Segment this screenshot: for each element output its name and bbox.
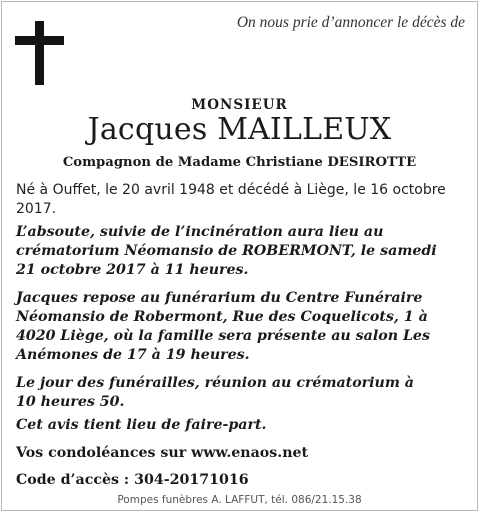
- cross-horizontal-bar: [15, 36, 64, 45]
- companion-line: Compagnon de Madame Christiane DESIROTTE: [62, 155, 417, 170]
- deceased-name: Jacques MAILLEUX: [87, 112, 392, 147]
- intro-text: On nous prie d’annoncer le décès de: [236, 14, 465, 31]
- ceremony-line: L’absoute, suivie de l’incinération aura lieu au: [16, 224, 384, 240]
- access-code-line: Code d’accès : 304-20171016: [16, 472, 249, 488]
- funeral-home-footer: Pompes funèbres A. LAFFUT, tél. 086/21.15.38: [117, 494, 362, 506]
- birth-death-paragraph: Né à Ouffet, le 20 avril 1948 et décédé à Liège, le 16 octobre 2017.: [16, 182, 446, 217]
- ceremony-line: 21 octobre 2017 à 11 heures.: [16, 262, 249, 278]
- repose-line: Néomansio de Robermont, Rue des Coquelicots, 1 à: [16, 309, 428, 325]
- latin-cross-icon: [15, 21, 64, 85]
- condolences-link-line: Vos condoléances sur www.enaos.net: [16, 445, 309, 461]
- ceremony-line: crématorium Néomansio de ROBERMONT, le samedi: [16, 243, 437, 259]
- repose-line: Anémones de 17 à 19 heures.: [16, 347, 250, 363]
- death-notice: [1, 1, 478, 511]
- honorific-title: MONSIEUR: [191, 97, 288, 113]
- cross-vertical-bar: [35, 21, 44, 85]
- funeral-line: Le jour des funérailles, réunion au crématorium à: [16, 375, 414, 391]
- repose-line: 4020 Liège, où la famille sera présente au salon Les: [16, 328, 430, 344]
- faire-part-line: Cet avis tient lieu de faire-part.: [16, 417, 267, 433]
- repose-line: Jacques repose au funérarium du Centre Funéraire: [16, 290, 423, 306]
- repose-paragraph: [16, 289, 465, 365]
- ceremony-paragraph: [16, 223, 465, 280]
- funeral-paragraph: [16, 374, 465, 412]
- funeral-line: 10 heures 50.: [16, 394, 125, 410]
